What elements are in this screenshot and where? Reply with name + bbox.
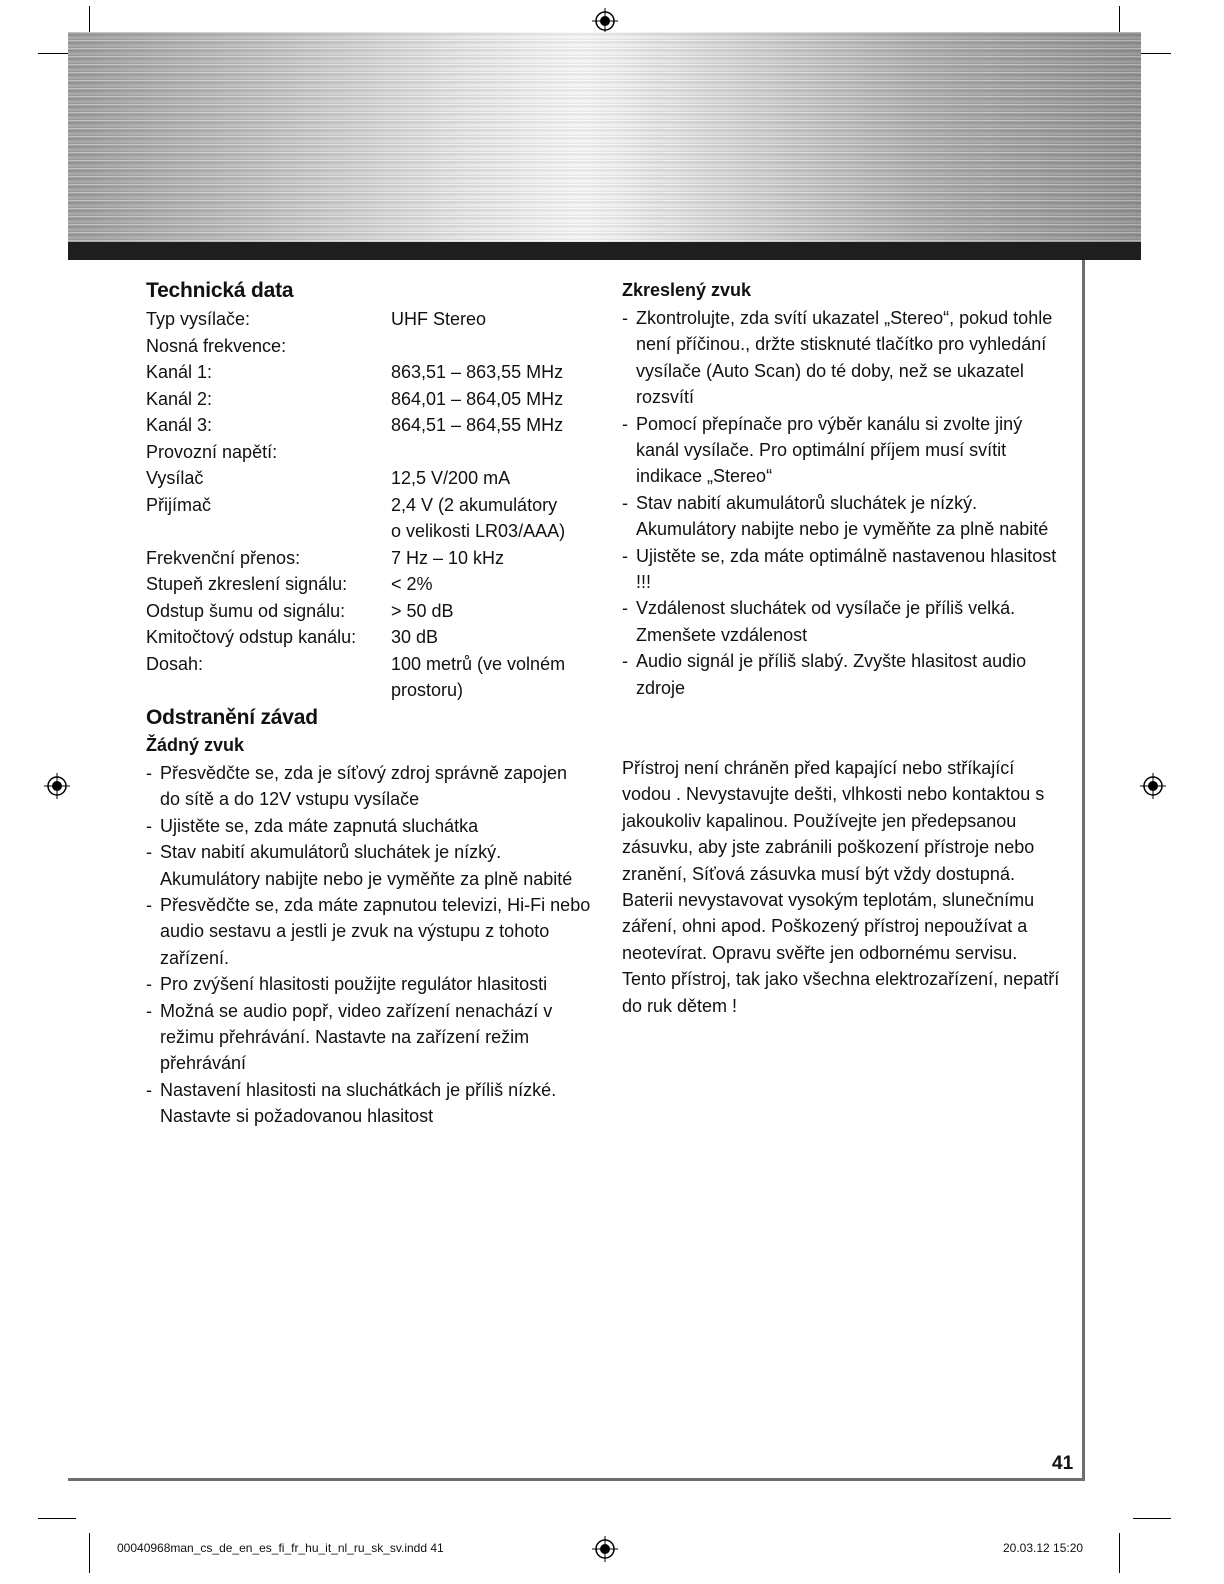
spec-row: [146, 412, 596, 439]
header-brushed-metal-banner: [68, 32, 1141, 242]
spec-value: 2,4 V (2 akumulátory: [391, 494, 558, 515]
spec-label: [146, 518, 391, 545]
spec-value: < 2%: [391, 574, 433, 594]
safety-paragraph: Přístroj není chráněn před kapající nebo stříkající vodou . Nevystavujte dešti, vlhkosti nebo kontaktou s jakoukoliv kapalinou. Používejte jen předepsanou zásuvku, aby jste zabránili poškození přístroje nebo zranění, Síťová zásuvka musí být vždy dostupná. Baterii nevystavovat vysokým teplotám, slunečnímu záření, ohni apod. Poškozený přístroj nepoužívat a neotevírat. Opravu svěřte jen odbornému servisu. Tento přístroj, tak jako všechna elektrozařízení, nepatří do ruk dětem !: [622, 758, 1060, 1016]
spec-label: Typ vysílače:: [146, 309, 251, 329]
spec-label: Provozní napětí:: [146, 441, 278, 462]
spec-value: 863,51 – 863,55 MHz: [391, 362, 564, 382]
crop-mark: [89, 1533, 90, 1573]
spec-value: 7 Hz – 10 kHz: [391, 547, 505, 568]
spec-label: Stupeň zkreslení signálu:: [146, 574, 348, 594]
list-item: - Stav nabití akumulátorů sluchátek je nízký. Akumulátory nabijte nebo je vyměňte za plně nabité: [146, 839, 591, 892]
spec-row: [146, 386, 596, 413]
spec-row: [146, 598, 596, 625]
spec-row: [146, 624, 596, 651]
spec-label: [146, 677, 391, 704]
list-item: - Zkontrolujte, zda svítí ukazatel „Stereo“, pokud tohle není příčinou., držte stisknuté tlačítko pro vyhledání vysílače (Auto Scan) do té doby, než se ukazatel rozsvítí: [622, 305, 1062, 411]
crop-mark: [1119, 1533, 1120, 1573]
registration-mark-icon: [592, 8, 618, 34]
spec-value: [391, 439, 596, 466]
header-dark-bar: [68, 242, 1141, 260]
list-item: - Vzdálenost sluchátek od vysílače je příliš velká. Zmenšete vzdálenost: [622, 595, 1062, 648]
spec-row: [146, 492, 596, 519]
spec-label: Odstup šumu od signálu:: [146, 600, 346, 621]
spec-row: [146, 439, 596, 466]
spec-value: o velikosti LR03/AAA): [391, 521, 566, 541]
spec-row: [146, 651, 596, 678]
spec-value: 12,5 V/200 mA: [391, 468, 511, 488]
list-item: - Pomocí přepínače pro výběr kanálu si zvolte jiný kanál vysílače. Pro optimální příjem musí svítit indikace „Stereo“: [622, 411, 1062, 490]
list-item: - Ujistěte se, zda máte zapnutá sluchátka: [146, 813, 591, 839]
spec-row: [146, 306, 596, 333]
page-number: 41: [1052, 1453, 1074, 1474]
spec-label: Kanál 2:: [146, 388, 213, 409]
spec-label: Nosná frekvence:: [146, 335, 287, 356]
technical-data-heading: Technická data: [146, 279, 294, 302]
bottom-rule: [68, 1478, 1085, 1481]
footer-datetime: 20.03.12 15:20: [1003, 1541, 1084, 1555]
spec-value: [391, 333, 596, 360]
list-item: - Přesvědčte se, zda máte zapnutou televizi, Hi-Fi nebo audio sestavu a jestli je zvuk na výstupu z tohoto zařízení.: [146, 892, 591, 971]
spec-value: prostoru): [391, 680, 464, 700]
spec-value: 100 metrů (ve volném: [391, 653, 566, 674]
right-rule: [1082, 260, 1085, 1480]
no-sound-heading: Žádný zvuk: [146, 735, 245, 755]
spec-label: Kanál 1:: [146, 362, 213, 382]
no-sound-list: [146, 760, 591, 1130]
spec-label: Dosah:: [146, 653, 204, 674]
spec-label: Vysílač: [146, 468, 204, 488]
crop-mark: [1133, 1518, 1171, 1519]
spec-label: Přijímač: [146, 494, 212, 515]
list-item: - Audio signál je příliš slabý. Zvyšte hlasitost audio zdroje: [622, 648, 1062, 701]
registration-mark-icon: [1140, 773, 1166, 799]
footer-file-info: 00040968man_cs_de_en_es_fi_fr_hu_it_nl_ru_sk_sv.indd 41: [117, 1541, 444, 1555]
list-item: - Možná se audio popř, video zařízení nenachází v režimu přehrávání. Nastavte na zařízení režim přehrávání: [146, 998, 591, 1077]
list-item: - Nastavení hlasitosti na sluchátkách je příliš nízké. Nastavte si požadovanou hlasitost: [146, 1077, 591, 1130]
spec-value: > 50 dB: [391, 600, 454, 621]
list-item: - Stav nabití akumulátorů sluchátek je nízký. Akumulátory nabijte nebo je vyměňte za plně nabité: [622, 490, 1062, 543]
spec-row: [146, 359, 596, 386]
troubleshooting-heading: Odstranění závad: [146, 706, 318, 729]
spec-row: [146, 571, 596, 598]
distorted-sound-heading: Zkreslený zvuk: [622, 280, 752, 300]
spec-label: Kanál 3:: [146, 415, 213, 435]
spec-value: UHF Stereo: [391, 309, 487, 329]
spec-row: [146, 545, 596, 572]
spec-row: [146, 333, 596, 360]
distorted-sound-list: [622, 305, 1062, 701]
spec-row: [146, 518, 596, 545]
spec-label: Frekvenční přenos:: [146, 547, 301, 568]
spec-label: Kmitočtový odstup kanálu:: [146, 627, 357, 647]
spec-value: 864,51 – 864,55 MHz: [391, 415, 564, 435]
registration-mark-icon: [592, 1536, 618, 1562]
registration-mark-icon: [44, 773, 70, 799]
spec-row: [146, 465, 596, 492]
technical-data-table: [146, 306, 596, 704]
list-item: - Pro zvýšení hlasitosti použijte regulátor hlasitosti: [146, 971, 591, 997]
list-item: - Přesvědčte se, zda je síťový zdroj správně zapojen do sítě a do 12V vstupu vysílače: [146, 760, 591, 813]
list-item: - Ujistěte se, zda máte optimálně nastavenou hlasitost !!!: [622, 543, 1062, 596]
crop-mark: [38, 1518, 76, 1519]
spec-value: 864,01 – 864,05 MHz: [391, 388, 564, 409]
spec-value: 30 dB: [391, 627, 439, 647]
spec-row: [146, 677, 596, 704]
